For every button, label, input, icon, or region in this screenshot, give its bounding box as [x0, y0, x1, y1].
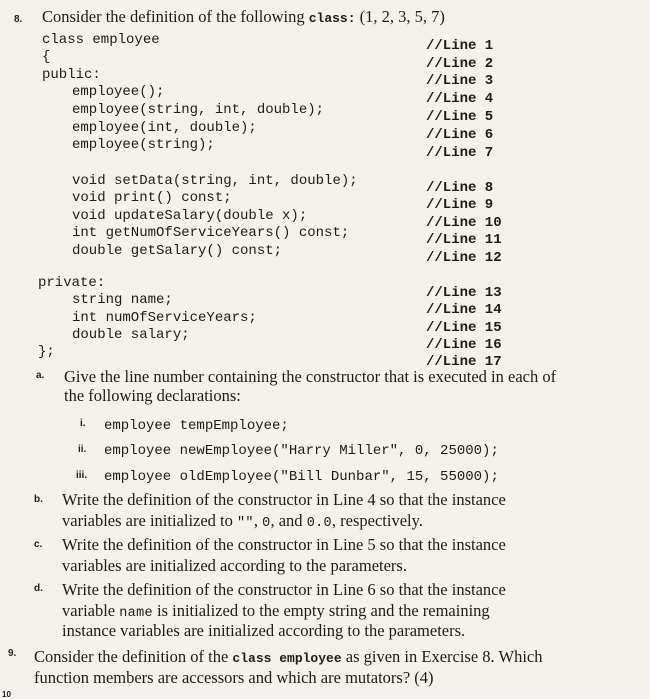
- question-9-text-1: [34, 647, 543, 667]
- part-c-text-2: variables are initialized according to the parameters.: [62, 556, 407, 575]
- code-line: private:: [38, 275, 106, 291]
- question-8-class-keyword: class:: [308, 11, 356, 26]
- code-comment: //Line 16: [426, 337, 502, 353]
- part-b-label: b.: [34, 494, 43, 505]
- part-d-text-3: instance variables are initialized according to the parameters.: [62, 621, 466, 640]
- part-b-code: 0: [262, 516, 271, 531]
- part-b-text: , and: [270, 511, 303, 530]
- code-line: employee(string);: [72, 137, 215, 153]
- code-line: double salary;: [72, 327, 190, 343]
- question-9-class-code: class employee: [232, 651, 342, 666]
- code-line: };: [38, 344, 55, 360]
- part-d-text: variable: [62, 601, 116, 620]
- question-8-intro: [42, 7, 445, 27]
- code-line: int numOfServiceYears;: [72, 310, 257, 326]
- code-comment: //Line 15: [426, 320, 502, 336]
- code-comment: //Line 17: [426, 354, 502, 370]
- code-comment: //Line 7: [426, 145, 494, 161]
- part-a-item-code: employee tempEmployee;: [104, 418, 289, 434]
- part-c-label: c.: [34, 539, 43, 550]
- page-number: 10: [2, 690, 11, 699]
- code-line: public:: [42, 67, 101, 83]
- part-b-text: , respectively.: [331, 511, 423, 530]
- part-c-text-1: Write the definition of the constructor in Line 5 so that the instance: [62, 535, 506, 554]
- part-b-text: variables are initialized to: [62, 511, 233, 530]
- part-b-text: ,: [253, 511, 258, 530]
- code-comment: //Line 5: [426, 109, 494, 125]
- code-comment: //Line 6: [426, 127, 494, 143]
- part-d-label: d.: [34, 583, 43, 594]
- code-line: int getNumOfServiceYears() const;: [72, 225, 350, 241]
- part-a-item-label: i.: [80, 418, 86, 429]
- code-comment: //Line 1: [426, 38, 494, 54]
- part-d-text-1: Write the definition of the constructor in Line 6 so that the instance: [62, 580, 506, 599]
- question-8-points: (1, 2, 3, 5, 7): [359, 7, 445, 26]
- code-comment: //Line 10: [426, 215, 502, 231]
- code-line: void updateSalary(double x);: [72, 208, 308, 224]
- code-line: double getSalary() const;: [72, 243, 283, 259]
- code-line: string name;: [72, 292, 173, 308]
- question-8-intro-text: Consider the definition of the following: [42, 7, 305, 26]
- code-comment: //Line 12: [426, 250, 502, 266]
- code-line: {: [42, 49, 51, 65]
- part-a-item-label: iii.: [76, 470, 88, 481]
- code-comment: //Line 9: [426, 197, 494, 213]
- question-9-text-2: function members are accessors and which are mutators? (4): [34, 668, 434, 687]
- question-8-number: 8.: [14, 14, 23, 25]
- code-comment: //Line 3: [426, 73, 494, 89]
- part-d-text-2: [62, 601, 490, 621]
- code-comment: //Line 13: [426, 285, 502, 301]
- part-d-code: name: [119, 606, 153, 621]
- part-a-item-code: employee newEmployee("Harry Miller", 0, 25000);: [104, 443, 499, 459]
- question-9-text: Consider the definition of the: [34, 647, 229, 666]
- part-a-item-code: employee oldEmployee("Bill Dunbar", 15, 55000);: [104, 469, 499, 485]
- part-a-text-2: the following declarations:: [64, 386, 241, 405]
- code-comment: //Line 14: [426, 302, 502, 318]
- part-a-label: a.: [36, 370, 45, 381]
- part-d-text: is initialized to the empty string and the remaining: [157, 601, 490, 620]
- part-b-code: 0.0: [306, 516, 332, 531]
- code-comment: //Line 2: [426, 56, 494, 72]
- code-comment: //Line 8: [426, 180, 494, 196]
- code-comment: //Line 11: [426, 232, 502, 248]
- question-9-number: 9.: [8, 648, 17, 659]
- code-line: void print() const;: [72, 190, 232, 206]
- code-line: class employee: [42, 32, 160, 48]
- part-b-code: "": [237, 516, 254, 531]
- code-line: employee(int, double);: [72, 120, 257, 136]
- part-b-text-1: Write the definition of the constructor in Line 4 so that the instance: [62, 490, 506, 509]
- code-line: employee();: [72, 84, 165, 100]
- code-line: employee(string, int, double);: [72, 102, 325, 118]
- question-9-text: as given in Exercise 8. Which: [345, 647, 543, 666]
- part-b-text-2: [62, 511, 423, 531]
- part-a-text-1: Give the line number containing the constructor that is executed in each of: [64, 367, 557, 386]
- code-comment: //Line 4: [426, 91, 494, 107]
- code-line: void setData(string, int, double);: [72, 173, 358, 189]
- part-a-item-label: ii.: [78, 444, 87, 455]
